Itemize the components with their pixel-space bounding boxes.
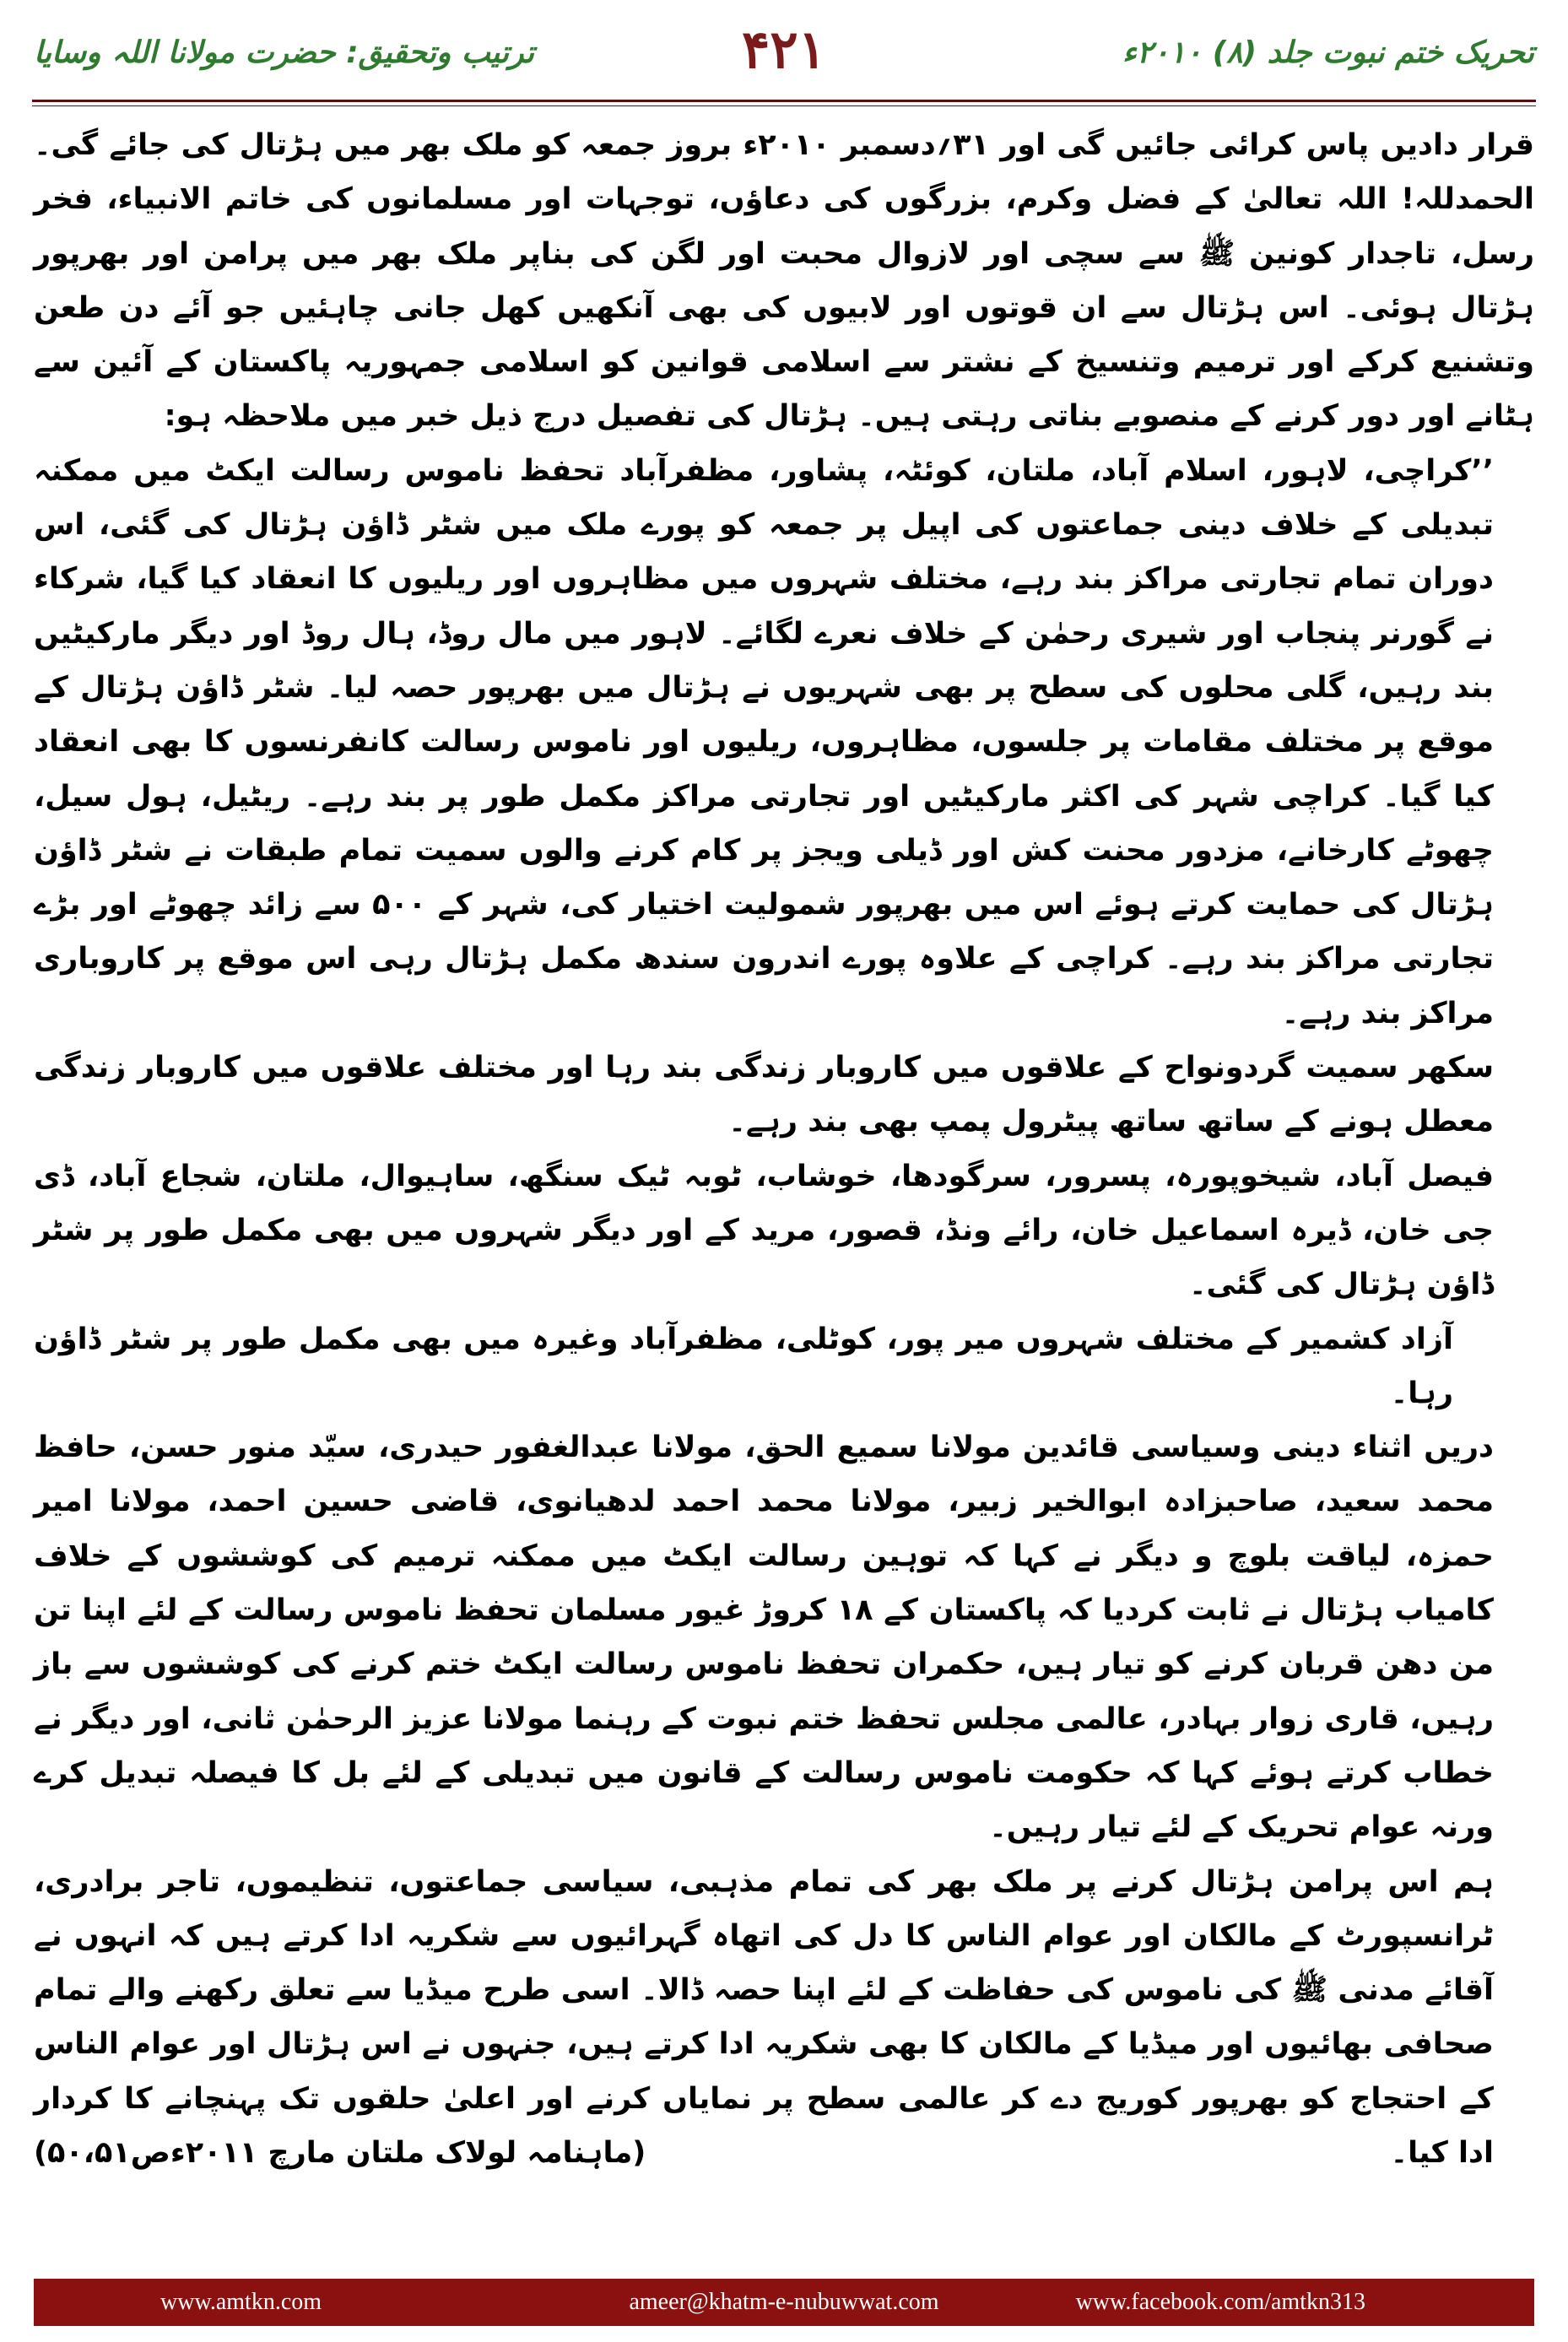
citation: (ماہنامہ لولاک ملتان مارچ ۲۰۱۱ءص۵۰،۵۱) <box>34 2135 646 2170</box>
header-rule <box>32 100 1536 102</box>
paragraph-sukkur: سکھر سمیت گردونواح کے علاقوں میں کاروبار زندگی بند رہا اور مختلف علاقوں میں کاروبار زندگی معطل ہونے کے ساتھ ساتھ پیٹرول پمپ بھی بند رہے۔ <box>34 1051 1494 1139</box>
page-header <box>0 0 1568 93</box>
header-rule-thin <box>32 105 1536 106</box>
paragraph-news-quote: ’’کراچی، لاہور، اسلام آباد، ملتان، کوئٹہ، پشاور، مظفرآباد تحفظ ناموس رسالت ایکٹ میں ممکنہ تبدیلی کے خلاف دینی جماعتوں کی اپیل پر جمعہ کو پورے ملک میں شٹر ڈاؤن ہڑتال کی گئی، اس دوران تمام تجارتی مراکز بند رہے، مختلف شہروں میں مظاہروں اور ریلیوں کا انعقاد کیا گیا، شرکاء نے گورنر پنجاب اور شیری رحمٰن کے خلاف نعرے لگائے۔ لاہور میں مال روڈ، ہال روڈ اور دیگر مارکیٹیں بند رہیں، گلی محلوں کی سطح پر بھی شہریوں نے ہڑتال میں بھرپور حصہ لیا۔ شٹر ڈاؤن ہڑتال کے موقع پر مختلف مقامات پر جلسوں، مظاہروں، ریلیوں اور ناموس رسالت کانفرنسوں کا بھی انعقاد کیا گیا۔ کراچی شہر کی اکثر مارکیٹیں اور تجارتی مراکز مکمل طور پر بند رہے۔ ریٹیل، ہول سیل، چھوٹے کارخانے، مزدور محنت کش اور ڈیلی ویجز پر کام کرنے والوں سمیت تمام طبقات نے شٹر ڈاؤن ہڑتال کی حمایت کرتے ہوئے اس میں بھرپور شمولیت اختیار کی، شہر کے ۵۰۰ سے زائد چھوٹے اور بڑے تجارتی مراکز بند رہے۔ کراچی کے علاوہ پورے اندرون سندھ مکمل ہڑتال رہی اس موقع پر کاروباری مراکز بند رہے۔ <box>34 453 1494 1030</box>
footer-facebook[interactable]: www.facebook.com/amtkn313 <box>1075 2289 1365 2315</box>
paragraph-thanks-text: ہم اس پرامن ہڑتال کرنے پر ملک بھر کی تمام مذہبی، سیاسی جماعتوں، تنظیموں، تاجر برادری، ٹرانسپورٹ کے مالکان اور عوام الناس کا دل کی اتھاہ گہرائیوں سے شکریہ ادا کرتے ہیں کہ انہوں نے آقائے مدنی ﷺ کی ناموس کی حفاظت کے لئے اپنا حصہ ڈالا۔ اسی طرح میڈیا سے تعلق رکھنے والے تمام صحافی بھائیوں اور میڈیا کے مالکان کا بھی شکریہ ادا کرتے ہیں، جنہوں نے اس ہڑتال اور عوام الناس کے احتجاج کو بھرپور کوریج دے کر عالمی سطح پر نمایاں کرنے اور اعلیٰ حلقوں تک پہنچانے کا کردار ادا کیا۔ <box>34 1864 1494 2170</box>
paragraph-kashmir: آزاد کشمیر کے مختلف شہروں میر پور، کوٹلی، مظفرآباد وغیرہ میں بھی مکمل طور پر شٹر ڈاؤن رہا۔ <box>34 1322 1453 1410</box>
compiler-credit: ترتیب وتحقیق: حضرت مولانا اللہ وسایا <box>34 35 535 70</box>
page-number: ۴۲۱ <box>742 19 826 80</box>
footer-bar <box>34 2279 1534 2326</box>
paragraph-thanks <box>34 1855 1534 2181</box>
paragraph-intro: قرار دادیں پاس کرائی جائیں گی اور ۳۱؍دسمبر ۲۰۱۰ء بروز جمعہ کو ملک بھر میں ہڑتال کی جائے گی۔ الحمدللہ! اللہ تعالیٰ کے فضل وکرم، بزرگوں کی دعاؤں، توجہات اور مسلمانوں کی خاتم الانبیاء، فخر رسل، تاجدار کونین ﷺ سے سچی اور لازوال محبت اور لگن کی بناپر ملک بھر میں پرامن اور بھرپور ہڑتال ہوئی۔ اس ہڑتال سے ان قوتوں اور لابیوں کی بھی آنکھیں کھل جانی چاہئیں جو آئے دن طعن وتشنیع کرکے اور ترمیم وتنسیخ کے نشتر سے اسلامی قوانین کو اسلامی جمہوریہ پاکستان کے آئین سے ہٹانے اور دور کرنے کے منصوبے بناتی رہتی ہیں۔ ہڑتال کی تفصیل درج ذیل خبر میں ملاحظہ ہو: <box>34 128 1534 434</box>
book-title: تحریک ختم نبوت جلد (۸) ۲۰۱۰ء <box>1122 35 1534 70</box>
paragraph-leaders: دریں اثناء دینی وسیاسی قائدین مولانا سمیع الحق، مولانا عبدالغفور حیدری، سیّد منور حسن، حافظ محمد سعید، صاحبزادہ ابوالخیر زبیر، مولانا محمد احمد لدھیانوی، قاضی حسین احمد، مولانا امیر حمزہ، لیاقت بلوچ و دیگر نے کہا کہ توہین رسالت ایکٹ میں ممکنہ ترمیم کی کوششوں کے خلاف کامیاب ہڑتال نے ثابت کردیا کہ پاکستان کے ۱۸ کروڑ غیور مسلمان تحفظ ناموس رسالت کے لئے اپنا تن من دھن قربان کرنے کو تیار ہیں، حکمران تحفظ ناموس رسالت ایکٹ ختم کرنے کی کوششوں سے باز رہیں، قاری زوار بہادر، عالمی مجلس تحفظ ختم نبوت کے رہنما مولانا عزیز الرحمٰن ثانی، اور دیگر نے خطاب کرتے ہوئے کہا کہ حکومت ناموس رسالت کے قانون میں تبدیلی کے لئے بل کا فیصلہ تبدیل کرے ورنہ عوام تحریک کے لئے تیار رہیں۔ <box>34 1431 1495 1845</box>
footer-email[interactable]: ameer@khatm-e-nubuwwat.com <box>629 2289 939 2315</box>
paragraph-punjab-cities: فیصل آباد، شیخوپورہ، پسرور، سرگودھا، خوشاب، ٹوبہ ٹیک سنگھ، ساہیوال، ملتان، شجاع آباد، ڈی جی خان، ڈیرہ اسماعیل خان، رائے ونڈ، قصور، مرید کے اور دیگر شہروں میں بھی مکمل طور پر شٹر ڈاؤن ہڑتال کی گئی۔ <box>34 1159 1494 1302</box>
footer-website[interactable]: www.amtkn.com <box>160 2289 322 2315</box>
article-body <box>34 118 1534 2180</box>
